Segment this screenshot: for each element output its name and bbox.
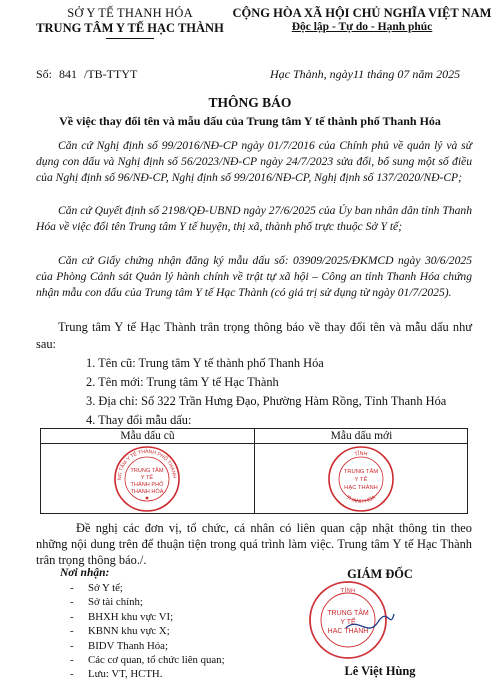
stamp-table <box>40 428 468 514</box>
nation-header <box>232 6 492 33</box>
svg-text:TRUNG TÂM: TRUNG TÂM <box>130 468 164 474</box>
change-item-address: 3. Địa chỉ: Số 322 Trần Hưng Đạo, Phường Hàm Rồng, Tỉnh Thanh Hóa <box>86 394 447 408</box>
legal-basis-3: Căn cứ Giấy chứng nhận đăng ký mẫu dấu số: 03909/2025/ĐKMCD ngày 30/6/2025 của Phòng Cảnh sát Quản lý hành chính về trật tự xã hội – Công an tỉnh Thanh Hóa chứng nhận mẫu con dấu của Trung tâm Y tế Hạc Thành (có giá trị sử dụng từ ngày 01/7/2025). <box>36 254 472 299</box>
svg-text:HẠC THÀNH: HẠC THÀNH <box>327 628 369 635</box>
number-value: 841 <box>59 67 78 81</box>
new-stamp-header: Mẫu dấu mới <box>330 430 393 442</box>
signer-role: GIÁM ĐỐC <box>347 567 413 581</box>
svg-text:Y TẾ: Y TẾ <box>340 619 356 626</box>
change-item-stamp: 4. Thay đổi mẫu dấu: <box>86 413 192 427</box>
change-item-old-name: 1. Tên cũ: Trung tâm Y tế thành phố Thanh Hóa <box>86 356 324 370</box>
svg-text:THANH HÓA: THANH HÓA <box>130 489 164 495</box>
svg-text:TỈNH: TỈNH <box>354 450 368 458</box>
page-title: THÔNG BÁO <box>208 95 292 110</box>
recipient-item: - BIDV Thanh Hóa; <box>70 639 168 652</box>
nation-name: CỘNG HÒA XÃ HỘI CHỦ NGHĨA VIỆT NAM <box>232 6 492 20</box>
recipient-item: - KBNN khu vực X; <box>70 625 170 638</box>
old-stamp-ring-text: NG TÂM Y TẾ THÀNH PHỐ THANH <box>116 448 178 481</box>
recipient-item: - Lưu: VT, HCTH. <box>70 668 163 681</box>
svg-text:THANH HÓA: THANH HÓA <box>345 494 377 506</box>
svg-text:TỈNH: TỈNH <box>340 587 356 595</box>
recipient-item: - Sở tài chính; <box>70 596 143 609</box>
motto: Độc lập - Tự do - Hạnh phúc <box>291 21 433 33</box>
header-rule <box>106 38 154 39</box>
issuer-header <box>30 6 230 39</box>
svg-text:HẠC THÀNH: HẠC THÀNH <box>344 485 378 491</box>
svg-text:TRUNG TÂM: TRUNG TÂM <box>343 469 379 475</box>
svg-text:Y TẾ: Y TẾ <box>354 477 368 483</box>
svg-text:TRUNG TÂM: TRUNG TÂM <box>327 610 369 617</box>
svg-text:Y TẾ: Y TẾ <box>140 475 154 481</box>
legal-basis-2: Căn cứ Quyết định số 2198/QĐ-UBND ngày 27/6/2025 của Ủy ban nhân dân tỉnh Thanh Hóa về việc đổi tên Trung tâm Y tế huyện, thị xã, thành phố trực thuộc Sở Y tế; <box>36 204 473 233</box>
recipient-item: - Các cơ quan, tổ chức liên quan; <box>70 654 225 667</box>
ministry-name: SỞ Y TẾ THANH HÓA <box>67 6 193 20</box>
new-stamp-seal <box>327 445 395 513</box>
old-stamp-header: Mẫu dấu cũ <box>120 430 175 442</box>
change-item-new-name: 2. Tên mới: Trung tâm Y tế Hạc Thành <box>86 375 279 389</box>
closing-paragraph: Đề nghị các đơn vị, tổ chức, cá nhân có liên quan cập nhật thông tin theo những nội dung trên để thuận tiện trong quá trình làm việc. Trung tâm Y tế Hạc Thành trân trọng thông báo./. <box>36 521 472 567</box>
signature-seal <box>306 578 398 662</box>
recipient-item: - BHXH khu vực VI; <box>70 610 174 623</box>
center-name: TRUNG TÂM Y TẾ HẠC THÀNH <box>36 21 224 35</box>
announcement-intro: Trung tâm Y tế Hạc Thành trân trọng thông báo về thay đổi tên và mẫu dấu như sau: <box>36 320 472 351</box>
number-label: Số: <box>36 67 53 81</box>
recipients-title: Nơi nhận: <box>60 567 110 579</box>
signer-name: Lê Việt Hùng <box>344 664 416 678</box>
page-subtitle: Về việc thay đổi tên và mẫu dấu của Trung tâm Y tế thành phố Thanh Hóa <box>59 114 441 128</box>
document-number <box>36 67 137 82</box>
svg-text:THÀNH PHỐ: THÀNH PHỐ <box>130 482 164 488</box>
number-code: /TB-TTYT <box>84 67 138 81</box>
legal-basis-1: Căn cứ Nghị định số 99/2016/NĐ-CP ngày 01/7/2016 của Chính phủ về quản lý và sử dụng con dấu và Nghị định số 56/2023/NĐ-CP ngày 24/7/2023 sửa đổi, bổ sung một số điều của Nghị định số 96/NĐ-CP, Nghị định số 99/2016/NĐ-CP, Nghị định số 137/2020/NĐ-CP; <box>36 139 472 184</box>
old-stamp-seal <box>113 445 181 513</box>
recipients-list <box>70 581 225 682</box>
document-date: Hạc Thành, ngày11 tháng 07 năm 2025 <box>270 67 461 81</box>
recipient-item: - Sở Y tế; <box>70 582 123 594</box>
